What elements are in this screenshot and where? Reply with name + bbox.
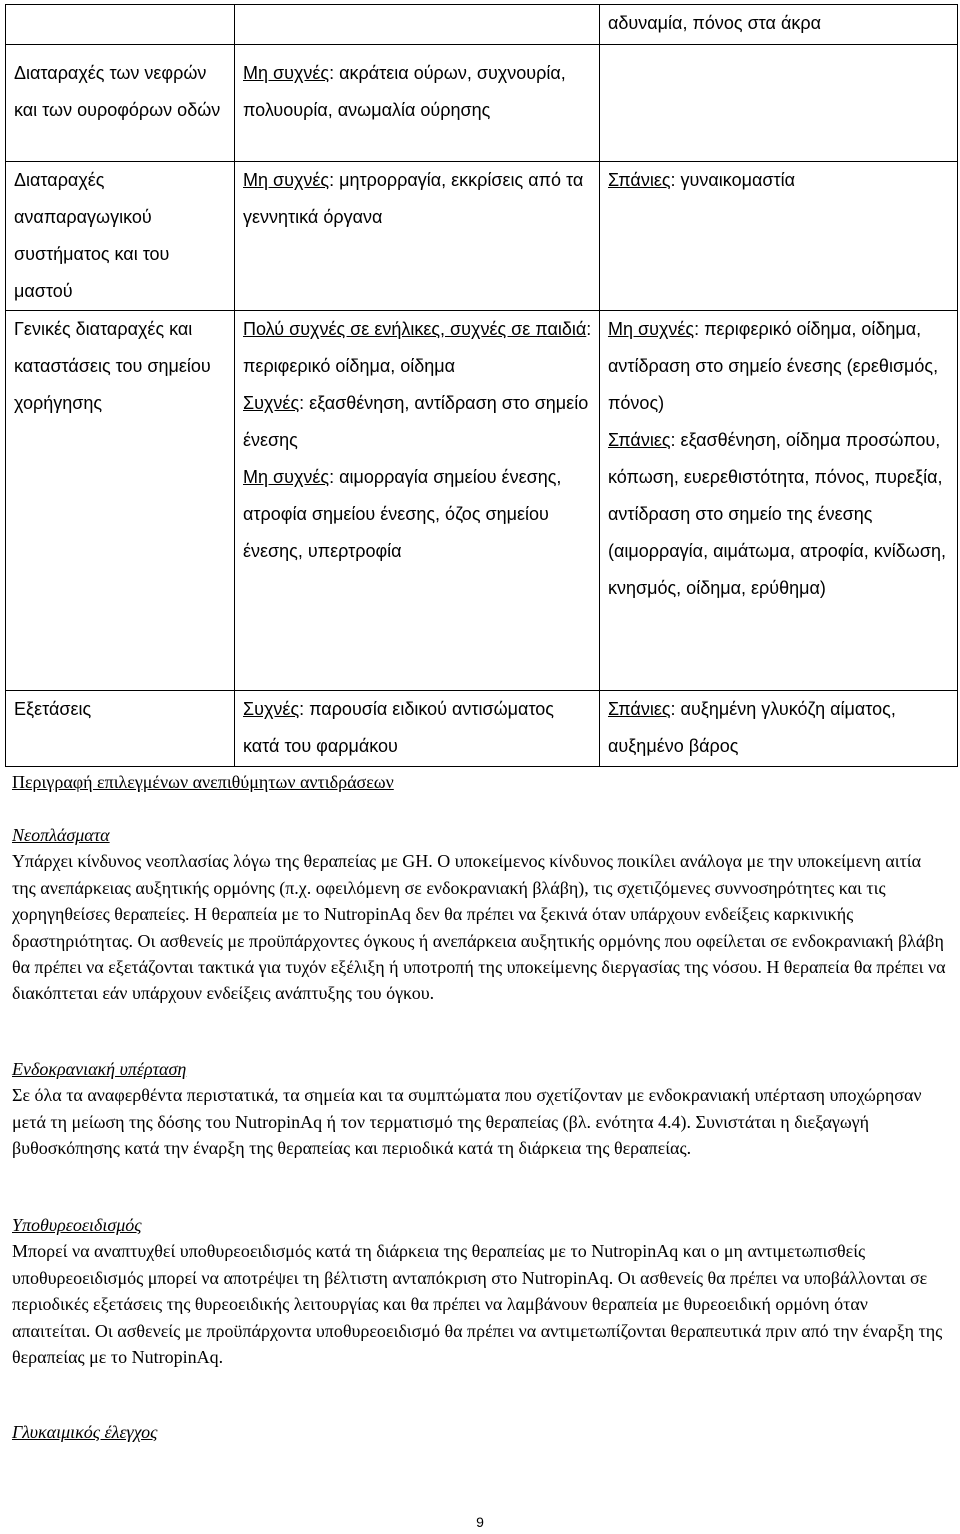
frequency-label: Μη συχνές [243, 467, 330, 487]
reaction-text: : εξασθένηση, οίδημα προσώπου, κόπωση, ευερεθιστότητα, πόνος, πυρεξία, αντίδραση στο σημείο της ένεσης (αιμορραγία, αιμάτωμα, ατροφία, κνίδωση, κνησμός, οίδημα, ερύθημα) [608, 430, 946, 598]
reaction-entry [243, 459, 593, 570]
category-cell [6, 162, 235, 311]
section-title: Νεοπλάσματα [12, 825, 110, 845]
frequency-cell [235, 162, 600, 311]
table-row [6, 691, 958, 767]
table-row [6, 162, 958, 311]
table-row [6, 311, 958, 691]
frequency-label: Συχνές [243, 393, 300, 413]
table-row [6, 5, 958, 45]
section-hypothyroidism [12, 1212, 947, 1370]
section-neoplasms [12, 822, 947, 1007]
table-cell: αδυναμία, πόνος στα άκρα [600, 5, 958, 45]
category-label: Γενικές διαταραχές και καταστάσεις του σημείου χορήγησης [14, 319, 211, 413]
category-label: Διαταραχές των νεφρών και των ουροφόρων οδών [14, 63, 221, 120]
reaction-text: : γυναικομαστία [670, 170, 795, 190]
section-intracranial-hypertension [12, 1056, 947, 1162]
reaction-text: : παρουσία ειδικού αντισώματος κατά του φαρμάκου [243, 699, 554, 756]
category-cell [6, 691, 235, 767]
frequency-label: Πολύ συχνές σε ενήλικες, συχνές σε παιδιά [243, 319, 587, 339]
frequency-cell [600, 45, 958, 162]
reaction-text: : αιμορραγία σημείου ένεσης, ατροφία σημείου ένεσης, όζος σημείου ένεσης, υπερτροφία [243, 467, 562, 561]
frequency-cell [600, 162, 958, 311]
reaction-text: : εξασθένηση, αντίδραση στο σημείο ένεσης [243, 393, 589, 450]
category-label: Διαταραχές αναπαραγωγικού συστήματος και του μαστού [14, 170, 170, 301]
reaction-text: : ακράτεια ούρων, συχνουρία, πολυουρία, ανωμαλία ούρησης [243, 63, 566, 120]
frequency-label: Σπάνιες [608, 699, 671, 719]
frequency-cell [600, 311, 958, 691]
section-body: Σε όλα τα αναφερθέντα περιστατικά, τα σημεία και τα συμπτώματα που σχετίζονταν με ενδοκρανιακή υπέρταση υποχώρησαν μετά τη μείωση της δόσης του NutropinAq ή τον τερματισμό της θεραπείας (βλ. ενότητα 4.4). Συνιστάται η διεξαγωγή βυθοσκόπησης κατά την έναρξη της θεραπείας και περιοδικά κατά τη διάρκεια της θεραπείας. [12, 1085, 922, 1159]
reaction-entry [608, 311, 951, 422]
section-glycaemic-control [12, 1419, 947, 1445]
frequency-label: Σπάνιες [608, 430, 671, 450]
category-cell [6, 311, 235, 691]
page-number: 9 [476, 1514, 484, 1530]
frequency-label: Σπάνιες [608, 170, 671, 190]
reaction-text: : περιφερικό οίδημα, οίδημα [243, 319, 592, 376]
description-heading: Περιγραφή επιλεγμένων ανεπιθύμητων αντιδράσεων [12, 772, 394, 792]
reaction-entry [608, 422, 951, 607]
reaction-text: : αυξημένη γλυκόζη αίματος, αυξημένο βάρος [608, 699, 896, 756]
frequency-cell [235, 45, 600, 162]
table-cell [235, 5, 600, 45]
frequency-label: Μη συχνές [243, 63, 330, 83]
frequency-cell [235, 311, 600, 691]
section-body: Μπορεί να αναπτυχθεί υποθυρεοειδισμός κατά τη διάρκεια της θεραπείας με το NutropinAq και ο μη αντιμετωπισθείς υποθυρεοειδισμός μπορεί να αποτρέψει τη βέλτιστη ανταπόκριση στο NutropinAq. Οι ασθενείς θα πρέπει να υποβάλλονται σε περιοδικές εξετάσεις της θυρεοειδικής λειτουργίας και θα πρέπει να λαμβάνουν θεραπεία με θυρεοειδική ορμόνη όταν απαιτείται. Οι ασθενείς με προϋπάρχοντα υποθυρεοειδισμό θα πρέπει να αντιμετωπίζονται θεραπευτικά πριν από την έναρξη της θεραπείας με το NutropinAq. [12, 1241, 943, 1368]
section-title: Γλυκαιμικός έλεγχος [12, 1422, 158, 1442]
section-title: Ενδοκρανιακή υπέρταση [12, 1059, 187, 1079]
reaction-entry [243, 385, 593, 459]
frequency-label: Μη συχνές [243, 170, 330, 190]
table-cell [6, 5, 235, 45]
reaction-text: : περιφερικό οίδημα, οίδημα, αντίδραση στο σημείο ένεσης (ερεθισμός, πόνος) [608, 319, 939, 413]
reaction-entry [243, 311, 593, 385]
reaction-text: : μητρορραγία, εκκρίσεις από τα γεννητικά όργανα [243, 170, 584, 227]
frequency-label: Συχνές [243, 699, 300, 719]
category-label: Εξετάσεις [14, 699, 92, 719]
table-row [6, 45, 958, 162]
frequency-label: Μη συχνές [608, 319, 695, 339]
section-body: Υπάρχει κίνδυνος νεοπλασίας λόγω της θεραπείας με GH. Ο υποκείμενος κίνδυνος ποικίλει ανάλογα με την υποκείμενη αιτία της ανεπάρκειας αυξητικής ορμόνης (π.χ. οφειλόμενη σε ενδοκρανιακή βλάβη), τις σχετιζόμενες συννοσηρότητες και τις χορηγηθείσες θεραπείες. Η θεραπεία με το NutropinAq δεν θα πρέπει να ξεκινά όταν υπάρχουν ενδείξεις καρκινικής δραστηριότητας. Οι ασθενείς με προϋπάρχοντες όγκους ή ανεπάρκεια αυξητικής ορμόνης που οφείλεται σε ενδοκρανιακή βλάβη θα πρέπει να εξετάζονται τακτικά για τυχόν εξέλιξη ή υποτροπή της υποκείμενης διεργασίας της νόσου. Η θεραπεία θα πρέπει να διακόπτεται εάν υπάρχουν ενδείξεις ανάπτυξης του όγκου. [12, 851, 946, 1004]
section-title: Υποθυρεοειδισμός [12, 1215, 142, 1235]
frequency-cell [235, 691, 600, 767]
adverse-reactions-table [5, 4, 958, 767]
category-cell [6, 45, 235, 162]
frequency-cell [600, 691, 958, 767]
